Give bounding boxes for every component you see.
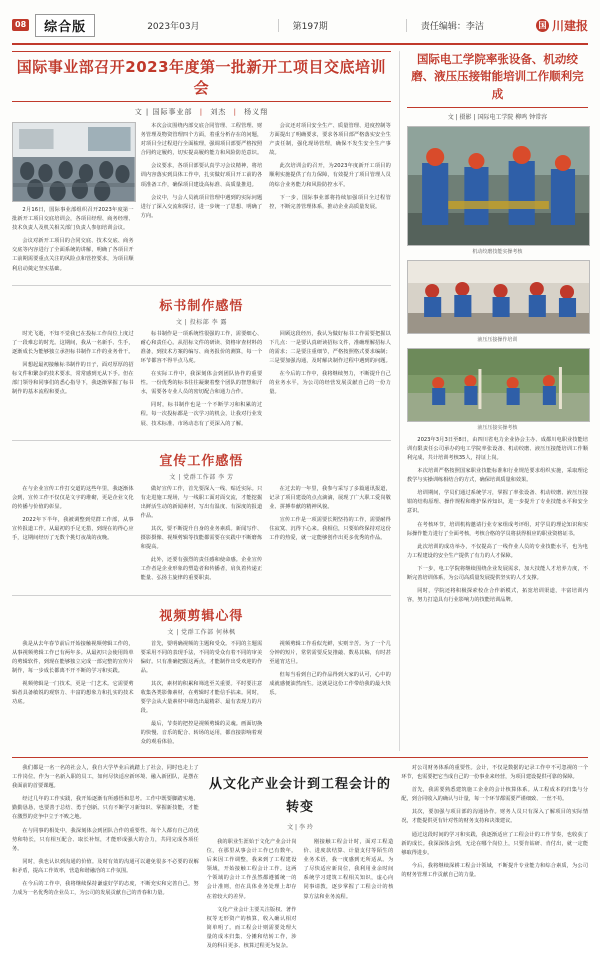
r-p-1: 2023年3月3日至8日，由四川省电力企业协会主办、成都川电职业技能培训有限责任公司承办的电工学院率张设备、机动绞磨、液压压接能培训工作顺利完成，共计培训考核35人，持证上岗。 xyxy=(406,436,588,461)
right-photo-2 xyxy=(407,260,590,334)
a2-p-2-1: 标书制作是一项系统性很强的工作，需要细心、耐心和责任心。从招标文件的研读、资格审查材料的准备，到技术方案的编写、商务报价的测算，每一个环节都容不得半点马虎。 xyxy=(140,330,263,364)
r-p-6: 下一步，电工学院将继续围绕企业发展需求，加大技能人才培养力度，不断完善培训体系，为公司高质量发展提供坚实的人才支撑。 xyxy=(406,565,588,581)
bottom-mid-column xyxy=(206,764,394,950)
right-photo-2-caption: 液压压接操作培训 xyxy=(477,336,518,343)
masthead xyxy=(12,10,588,45)
divider-3 xyxy=(12,595,391,596)
divider-2 xyxy=(12,440,391,441)
bl-p-3: 在与同事的相处中，我深刻体会到团队合作的重要性。每个人都有自己的优势和特长，只有相互配合、取长补短，才能形成强大的合力，共同完成各项任务。 xyxy=(12,827,199,852)
a2-p-3-2: 在今后的工作中，我将继续努力，不断提升自己的业务水平，为公司的经营发展贡献自己的一份力量。 xyxy=(269,371,391,396)
a3-p-3-1: 在过去的一年里，我参与采写了多篇通讯报道，记录了项目建设的点点滴滴，展现了广大职工爱岗敬业、拼搏奉献的精神风貌。 xyxy=(269,485,391,510)
article4-byline: 文 | 党群工作部 何林枫 xyxy=(167,628,236,636)
right-photo-1-caption: 机动绞磨技能实操考核 xyxy=(472,248,523,255)
lead-col-1 xyxy=(12,122,134,278)
article2-col-2 xyxy=(141,330,263,433)
a4-p-3-1: 视频剪辑工作看似光鲜，实则辛苦。为了一个几分钟的短片，常常需要反复推敲、数易其稿，有时甚至通宵达旦。 xyxy=(269,640,391,665)
a4-p-2-2: 其次，素材的积累和筛选至关重要。平时要注意收集各类影像素材，在剪辑时才能信手拈来。同时，要学会从大量素材中筛选出最精彩、最有表现力的片段。 xyxy=(140,680,263,715)
br-p-2: 首先，我需要熟悉建筑施工企业的会计核算体系。从工程成本的归集与分配，到合同收入的确认与计量，每一个环节都需要严谨细致、一丝不苟。 xyxy=(401,787,589,803)
a3-p-2-2: 其次，要不断提升自身的业务素质。新闻写作、摄影摄像、视频剪辑等技能都需要在实践中不断磨炼和提高。 xyxy=(140,525,263,551)
right-article-body xyxy=(407,436,588,606)
lead-p-2-2: 会议要求，各项目部要认真学习会议精神，将培训内容落实到具体工作中，扎实做好项目开工前的各项准备工作，确保项目建设高标准、高质量推进。 xyxy=(140,163,263,188)
a4-p-2-1: 首先，要明确视频的主题和受众。不同的主题需要采用不同的表现手法，不同的受众有着不同的审美偏好。只有准确把握这两点，才能制作出受欢迎的作品。 xyxy=(140,640,263,674)
article4-col-2 xyxy=(141,640,263,752)
lead-p-1-2: 会议对新开工项目的合同交底、技术交底、商务交底等内容进行了全面系统的讲解，明确了各项目开工前期需要重点关注的风险点和管控要求，为项目顺利启动奠定坚实基础。 xyxy=(12,238,134,272)
right-article-headline: 国际电工学院率张设备、机动绞磨、液压压接钳能培训工作顺利完成 xyxy=(407,51,588,108)
a4-p-2-3: 最后，节奏的把控是视频剪辑的灵魂。画面切换的快慢、音乐的配合、转场的运用，都直接影响着观众的观看体验。 xyxy=(140,721,263,746)
lead-photo-meeting xyxy=(12,122,136,202)
responsible-editor: 责任编辑：李洁 xyxy=(406,19,498,32)
left-column xyxy=(12,51,400,751)
r-p-5: 此次培训的成功举办，不仅提高了一线作业人员的专业技能水平，也为电力工程建设的安全生产提供了有力的人才保障。 xyxy=(406,543,588,559)
bottom-mid-col-2 xyxy=(304,838,394,955)
r-p-4: 在考核环节，培训机构邀请行业专家组成考评组，对学员的理论知识和实际操作能力进行了全面考核，考核合格的学员将获得相应的职业资格证书。 xyxy=(406,521,588,537)
article2-title: 标书制作感悟 xyxy=(159,298,244,314)
right-photo-3 xyxy=(407,348,590,422)
section-title: 综合版 xyxy=(35,14,95,37)
a2-p-1-2: 回想起最初接触标书制作的日子，面对厚厚的招标文件和繁杂的技术要求，常常感到无从下手。但在部门领导和同事们的悉心指导下，我逐渐掌握了标书制作的基本流程和要点。 xyxy=(12,361,134,396)
r-p-3: 培训期间，学员们通过系统学习，掌握了率张设备、机动绞磨、液压压接钳的结构原理、操作规程和维护保养知识，进一步提升了专业技能水平和安全意识。 xyxy=(406,490,588,515)
right-article-byline: 文 | 摄影 | 国际电工学院 柳鸣 钟常容 xyxy=(447,113,548,121)
article2-columns xyxy=(12,330,391,433)
r-p-7: 同时，学院还将积极探索校企合作新模式，拓宽培训渠道，丰富培训内容，努力打造具有行业影响力的技能培训品牌。 xyxy=(406,588,588,604)
a2-p-2-3: 同时，标书制作也是一个不断学习和积累的过程。每一次投标都是一次学习的机会，让我对行业发展、技术标准、市场动态有了更深入的了解。 xyxy=(140,402,263,427)
a3-p-2-1: 做好宣传工作，首先要深入一线、贴近实际。只有走进施工现场，与一线职工面对面交流，才能挖掘出鲜活生动的新闻素材，写出有温度、有深度的报道作品。 xyxy=(140,485,263,519)
page-number-badge: 08 xyxy=(12,19,29,31)
br-p-5: 今后，我将继续深耕工程会计领域，不断提升专业能力和综合素质，为公司的财务管理工作贡献自己的力量。 xyxy=(401,862,589,878)
a2-p-3-1: 回顾这段经历，我认为做好标书工作需要把握以下几点：一是要认真研读招标文件，准确理解招标人的需求；二是要注重细节，严格按照格式要求编制；三是要加强沟通，及时解决制作过程中遇到的问题。 xyxy=(269,330,391,364)
a3-p-2-3: 此外，还要有强烈的责任感和使命感。企业宣传工作者是企业形象的塑造者和传播者，肩负着传递正能量、弘扬主旋律的重要职责。 xyxy=(140,557,263,582)
a4-p-1-2: 视频剪辑是一门技术，更是一门艺术。它需要剪辑者具备敏锐的观察力、丰富的想象力和扎实的技术功底。 xyxy=(12,680,134,706)
byline-author-2: 杨义翔 xyxy=(244,108,269,116)
bl-p-4: 同时，我也认识到沟通的价值。及时有效的沟通可以避免很多不必要的误解和矛盾，提高工作效率，营造和谐融洽的工作氛围。 xyxy=(12,858,199,874)
page-body xyxy=(12,51,588,751)
lead-col-3 xyxy=(269,122,391,278)
byline-dept: 文 | 国际事业部 xyxy=(134,108,193,116)
article3-col-3 xyxy=(269,485,391,588)
article3-col-1 xyxy=(12,485,134,588)
issue-number: 第197期 xyxy=(278,19,342,32)
r-p-2: 本次培训严格按照国家职业技能标准和行业规范要求组织实施，采取理论教学与实操训练相结合的方式，确保培训质量和效果。 xyxy=(406,468,588,484)
byline-separator-2: | xyxy=(233,108,237,116)
br-p-4: 通过这段时间的学习和实践，我逐渐适应了工程会计的工作节奏，也收获了新的成长。我深深体会到，无论在哪个岗位上，只要肯钻研、肯付出，就一定能够取得进步。 xyxy=(401,831,589,856)
article2-col-3 xyxy=(269,330,391,433)
issue-date: 2023年03月 xyxy=(147,21,200,32)
byline-author-1: 刘杰 xyxy=(210,108,227,116)
article4-col-3 xyxy=(269,640,391,752)
article3-title: 宣传工作感悟 xyxy=(159,453,244,469)
bm-p-1: 我的职业生涯始于文化产业会计岗位，在那里从事会计工作已有数年。后来因工作调整，我来到了工程建设领域，开始接触工程会计工作。这两个领域的会计工作虽然都遵循统一的会计准则，但在具体业务处理上却存在着较大的差异。 xyxy=(206,839,297,900)
logo-icon: 国 xyxy=(536,19,549,32)
lead-p-3-1: 会议还对项目安全生产、质量管理、进度控制等方面提出了明确要求，要求各项目部严格落实安全生产责任制，强化现场管理，确保不发生安全生产事故。 xyxy=(269,123,391,157)
article2-byline: 文 | 投标部 李 露 xyxy=(175,318,228,326)
bl-p-2: 经过几年的工作实践，我开始逐渐有所感悟和思考。工作中既要脚踏实地、勤勤恳恳，也要善于总结、勇于创新。只有不断学习新知识、掌握新技能，才能在激烈的竞争中立于不败之地。 xyxy=(12,796,199,821)
a4-p-1-1: 我是从去年春节前后开始接触视频剪辑工作的，从事视频剪辑工作已有两年多。从最初只会使用简单的剪辑软件，到现在能够独立完成一部完整的宣传片制作，每一步成长都离不开不断的学习和实践。 xyxy=(12,640,134,674)
bl-p-5: 在今后的工作中，我将继续保持谦虚好学的态度，不断充实和完善自己，努力成为一名优秀的企业员工，为公司的发展贡献自己的青春和力量。 xyxy=(12,881,199,897)
right-photo-1 xyxy=(407,126,590,246)
paper-name: 川建报 xyxy=(551,18,588,33)
bottom-band xyxy=(12,757,589,950)
article3-columns xyxy=(12,485,391,588)
lead-p-2-3: 会议中，与会人员就项目管理中遇到的实际问题进行了深入交流和探讨，进一步统一了思想、明确了方向。 xyxy=(140,194,263,219)
lead-p-3-2: 此次培训会的召开，为2023年度新开工项目的顺利实施提供了有力保障，有效提升了项目管理人员的综合业务能力和风险防控水平。 xyxy=(269,163,391,188)
br-p-1: 对公司财务体系的重要性。会计，不仅是数据的记录工作中不可忽视的一个环节，也需要把它当成自己的一份事业来经营，为项目建设提供可靠的保障。 xyxy=(401,765,589,781)
a2-p-2-2: 在实际工作中，我深刻体会到团队协作的重要性。一份优秀的标书往往凝聚着整个团队的智慧和汗水，需要各专业人员的密切配合和通力合作。 xyxy=(140,371,263,396)
right-column xyxy=(400,51,588,751)
paper-logo xyxy=(536,17,588,34)
bm-p-3: 刚接触工程会计时，面对工程造价、进度款结算、计量支付等陌生的业务术语，我一度感到无所适从。为了尽快适应新岗位，我利用业余时间系统学习建筑工程相关知识，虚心向同事请教，逐步掌握了工程会计的核算方法和业务流程。 xyxy=(303,839,394,900)
bottom-article-title: 从文化产业会计到工程会计的转变 xyxy=(209,777,392,815)
lead-article-headline: 国际事业部召开2023年度第一批新开工项目交底培训会 xyxy=(12,51,391,102)
bottom-article-columns xyxy=(207,838,394,955)
article3-byline: 文 | 党群工作部 李 芳 xyxy=(169,473,234,481)
masthead-meta xyxy=(101,19,530,32)
bottom-mid-col-1 xyxy=(207,838,297,955)
bl-p-1: 我们都是一名一名的社会人，我自大学毕业后就踏上了社会，同时也走上了工作岗位。作为一名新入职的员工，如何尽快适应新环境、融入新团队，是摆在我面前的首要课题。 xyxy=(12,765,199,790)
lead-col-2 xyxy=(141,122,263,278)
right-photo-3-caption: 液压压接实操考核 xyxy=(477,424,518,431)
bottom-left-column xyxy=(12,764,199,897)
article2-col-1 xyxy=(12,330,134,433)
article4-title: 视频剪辑心得 xyxy=(159,608,244,624)
lead-p-3-3: 下一步，国际事业部将持续加强项目全过程管控，不断完善管理体系，推动企业高质量发展。 xyxy=(269,194,391,210)
lead-article-columns xyxy=(12,122,391,278)
bottom-article-byline: 文 | 李 玲 xyxy=(287,823,313,831)
a3-p-1-2: 2022年下半年，我被调整到党群工作部，从事宣传报道工作。从最初的手足无措，到现在的得心应手，这期间经历了无数个挑灯夜战的夜晚。 xyxy=(12,516,134,542)
divider-1 xyxy=(12,285,391,286)
bottom-right-column xyxy=(401,764,588,885)
bm-p-2: 文化产业会计主要关注版权、著作权等无形资产的核算，收入确认相对简单明了。而工程会计则需要处理大量的成本归集、分摊和结转工作，涉及的科目更多、核算过程更为复杂。 xyxy=(206,906,297,950)
lead-p-1-1: 2月16日，国际事业部组织召开2023年度第一批新开工项目交底培训会，各项目经理、商务经理、技术负责人及机关相关部门负责人参加培训会议。 xyxy=(12,207,134,232)
a4-p-3-2: 但每当看到自己的作品得到大家的认可，心中的成就感便油然而生。这就是这份工作带给我的最大快乐。 xyxy=(269,671,391,696)
byline-separator: | xyxy=(199,108,204,116)
lead-p-2-1: 本次会议围绕内部交底合同管理、工程管理、财务管理及物资管理四个方面，着重分析存在的问题，对项目全过程进行全面梳理，强调项目部要严格按照合同约定履约，切实提高履约能力和风险防范意识。 xyxy=(140,123,263,157)
a2-p-1-1: 时光飞逝，不知不觉我已在投标工作岗位上度过了一段难忘的时光。这期间，我从一名新手、生手，逐渐成长为能够独立承担标书制作工作的业务骨干。 xyxy=(12,330,134,355)
br-p-3: 其次，要加强与项目部的沟通协作。财务人员只有深入了解项目的实际情况，才能提供更有针对性的财务支持和决策建议。 xyxy=(401,809,589,825)
a3-p-3-2: 宣传工作是一项需要长期坚持的工作，需要耐得住寂寞、沉得下心来。我相信，只要始终保持对这份工作的热爱，就一定能够创作出更多优秀的作品。 xyxy=(269,516,391,542)
article4-columns xyxy=(12,640,391,752)
article3-col-2 xyxy=(141,485,263,588)
lead-article-byline xyxy=(12,107,391,117)
a3-p-1-1: 在与企业宣传工作打交道的这些年里，我逐渐体会到，宣传工作不仅仅是文字的堆砌，更是企业文化的传播与价值的彰显。 xyxy=(12,485,134,510)
article4-col-1 xyxy=(12,640,134,752)
